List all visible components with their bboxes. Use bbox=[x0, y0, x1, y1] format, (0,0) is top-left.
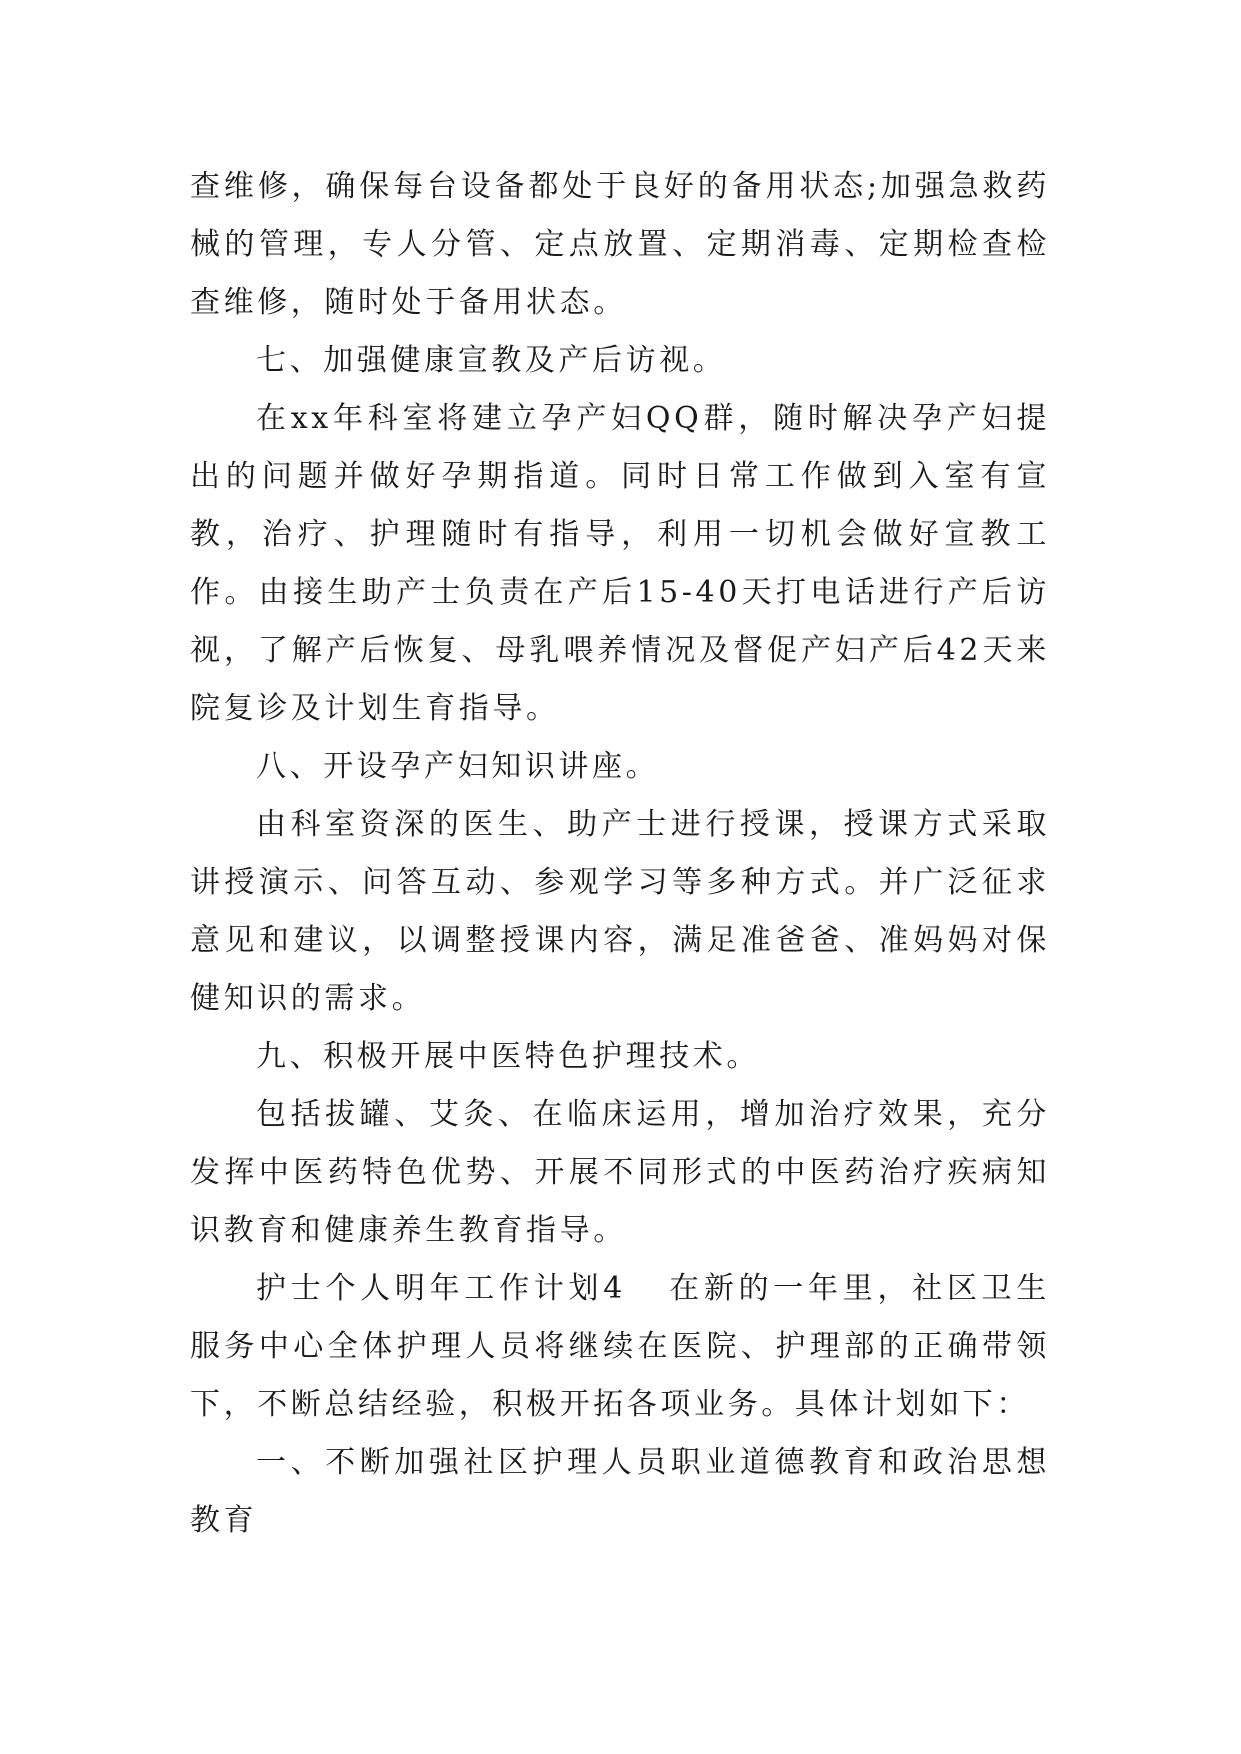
document-body bbox=[190, 158, 1050, 1550]
section-heading: 护士个人明年工作计划4 bbox=[256, 1271, 626, 1306]
paragraph-lectures: 由科室资深的医生、助产士进行授课，授课方式采取讲授演示、问答互动、参观学习等多种方式。并广泛征求意见和建议，以调整授课内容，满足准爸爸、准妈妈对保健知识的需求。 bbox=[190, 807, 1050, 1016]
paragraph-continued: 查维修，确保每台设备都处于良好的备用状态;加强急救药械的管理，专人分管、定点放置、定期消毒、定期检查检查维修，随时处于备用状态。 bbox=[190, 169, 1050, 320]
heading-eight: 八、开设孕产妇知识讲座。 bbox=[256, 749, 660, 784]
heading-seven: 七、加强健康宣教及产后访视。 bbox=[256, 343, 727, 378]
paragraph-plan-4 bbox=[190, 1260, 1050, 1434]
paragraph-health-education: 在xx年科室将建立孕产妇QQ群，随时解决孕产妇提出的问题并做好孕期指道。同时日常工作做到入室有宣教，治疗、护理随时有指导，利用一切机会做好宣教工作。由接生助产士负责在产后15-40天打电话进行产后访视，了解产后恢复、母乳喂养情况及督促产妇产后42天来院复诊及计划生育指导。 bbox=[190, 401, 1050, 726]
paragraph-moral-education: 一、不断加强社区护理人员职业道德教育和政治思想教育 bbox=[190, 1445, 1050, 1538]
section-intro: 在新的一年里，社区卫生服务中心全体护理人员将继续在医院、护理部的正确带领下，不断总结经验，积极开拓各项业务。具体计划如下： bbox=[190, 1271, 1050, 1422]
heading-nine: 九、积极开展中医特色护理技术。 bbox=[256, 1039, 760, 1074]
paragraph-tcm-nursing: 包括拔罐、艾灸、在临床运用，增加治疗效果，充分发挥中医药特色优势、开展不同形式的中医药治疗疾病知识教育和健康养生教育指导。 bbox=[190, 1097, 1050, 1248]
